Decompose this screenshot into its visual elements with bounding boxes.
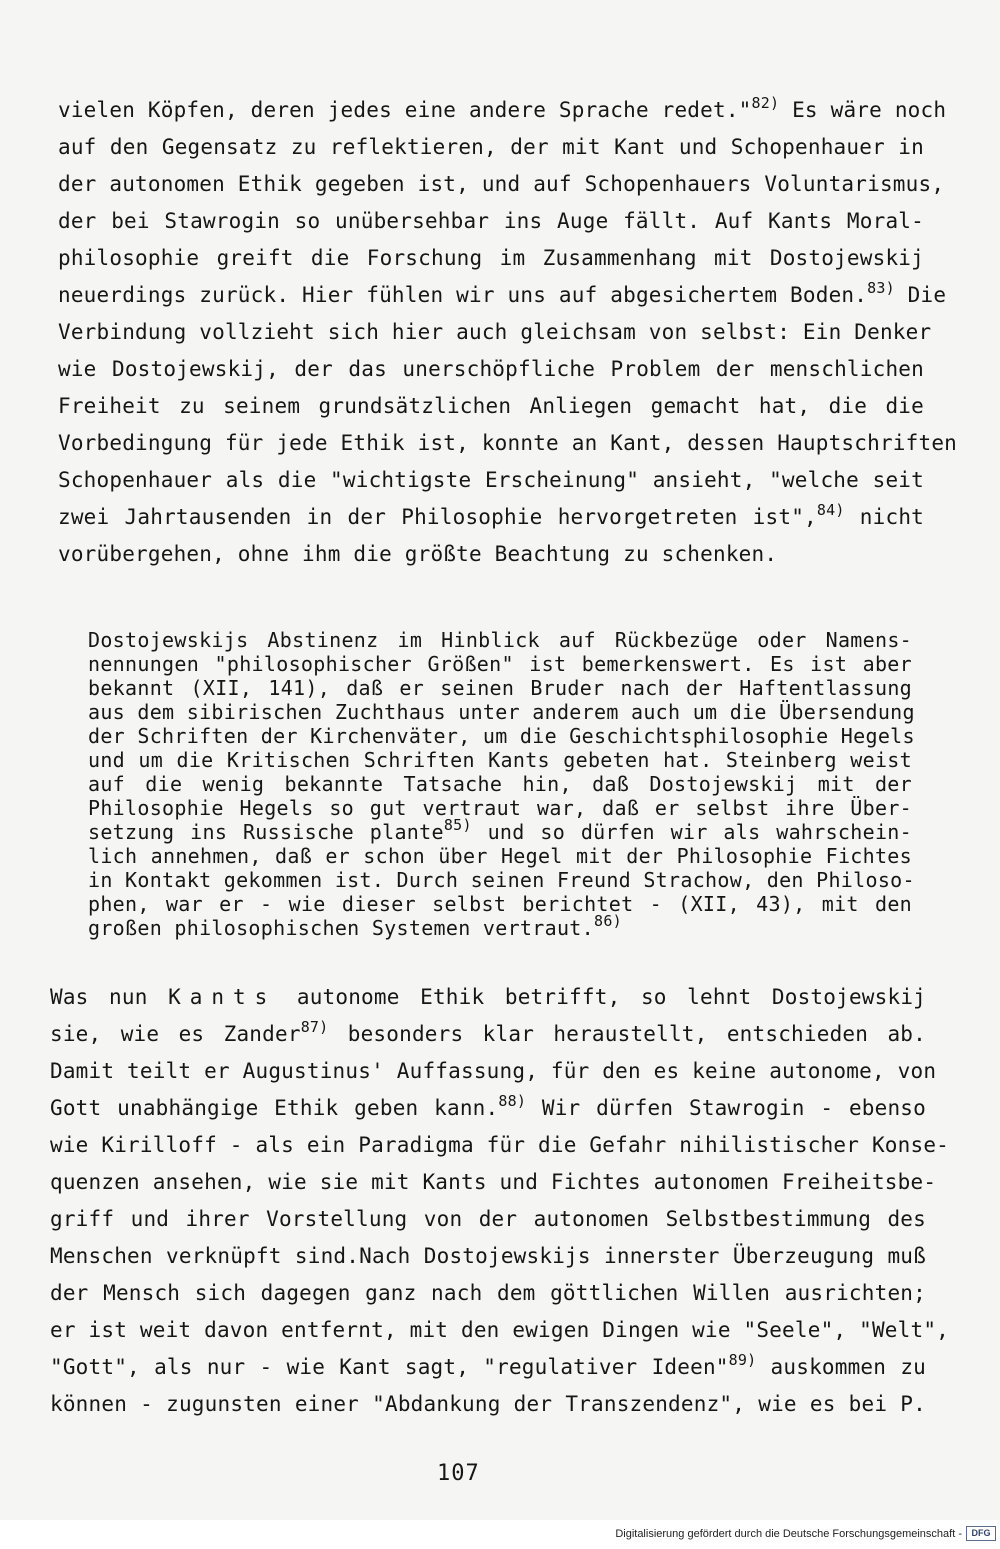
footnote-ref: 89) <box>728 1351 757 1369</box>
text-line: wie Dostojewskij, der das unerschöpfliche Problem der menschlichen <box>58 357 924 381</box>
block-line: bekannt (XII, 141), daß er seinen Bruder nach der Haftentlassung <box>88 676 912 700</box>
dfg-logo: DFG <box>966 1526 996 1541</box>
block-line: in Kontakt gekommen ist. Durch seinen Freund Strachow, den Philoso- <box>88 868 915 892</box>
text-line: Was nun Kants autonome Ethik betrifft, so lehnt Dostojewskij <box>50 985 927 1009</box>
block-line: und um die Kritischen Schriften Kants gebeten hat. Steinberg weist <box>88 748 912 772</box>
text-line: "Gott", als nur - wie Kant sagt, "regulativer Ideen"$^{89)}$ auskommen zu <box>50 1351 927 1379</box>
page-number: 107 <box>437 1461 480 1486</box>
text-line: neuerdings zurück. Hier fühlen wir uns auf abgesichertem Boden.$^{83)}$ Die <box>58 279 947 307</box>
text-line: Menschen verknüpft sind.Nach Dostojewskijs innerster Überzeugung muß <box>50 1244 926 1268</box>
block-line: nennungen "philosophischer Größen" ist bemerkenswert. Es ist aber <box>88 652 912 676</box>
text-line: der bei Stawrogin so unübersehbar ins Auge fällt. Auf Kants Moral- <box>58 209 924 233</box>
footnote-ref: 87) <box>300 1018 329 1036</box>
footnote-ref: 88) <box>498 1092 527 1110</box>
text-line: er ist weit davon entfernt, mit den ewigen Dingen wie "Seele", "Welt", <box>50 1318 950 1342</box>
text-line: vorübergehen, ohne ihm die größte Beachtung zu schenken. <box>58 542 778 566</box>
block-line: aus dem sibirischen Zuchthaus unter anderem auch um die Übersendung <box>88 700 915 724</box>
block-line: auf die wenig bekannte Tatsache hin, daß Dostojewskij mit der <box>88 772 912 796</box>
text-line: Freiheit zu seinem grundsätzlichen Anliegen gemacht hat, die die <box>58 394 924 418</box>
block-line: setzung ins Russische plante$^{85)}$ und so dürfen wir als wahrschein- <box>88 816 912 844</box>
text-line: Schopenhauer als die "wichtigste Erscheinung" ansieht, "welche seit <box>58 468 924 492</box>
text-line: Verbindung vollzieht sich hier auch gleichsam von selbst: Ein Denker <box>58 320 932 344</box>
block-line: Dostojewskijs Abstinenz im Hinblick auf Rückbezüge oder Namens- <box>88 628 912 652</box>
footnote-ref: 82) <box>751 94 780 112</box>
footnote-ref: 83) <box>867 279 895 297</box>
text-line: Vorbedingung für jede Ethik ist, konnte an Kant, dessen Hauptschriften <box>58 431 958 455</box>
footer-credit: Digitalisierung gefördert durch die Deutsche Forschungsgemeinschaft - <box>615 1528 962 1540</box>
block-line: großen philosophischen Systemen vertraut.$^{86)}$ <box>88 912 622 940</box>
text-line: vielen Köpfen, deren jedes eine andere Sprache redet."$^{82)}$ Es wäre noch <box>58 94 947 122</box>
text-line: zwei Jahrtausenden in der Philosophie hervorgetreten ist",$^{84)}$ nicht <box>58 501 925 529</box>
block-line: lich annehmen, daß er schon über Hegel mit der Philosophie Fichtes <box>88 844 912 868</box>
text-line: Damit teilt er Augustinus' Auffassung, für den es keine autonome, von <box>50 1059 937 1083</box>
text-line: philosophie greift die Forschung im Zusammenhang mit Dostojewskij <box>58 246 924 270</box>
text-line: wie Kirilloff - als ein Paradigma für die Gefahr nihilistischer Konse- <box>50 1133 950 1157</box>
footnote-ref: 84) <box>816 501 845 519</box>
footnote-ref: 85) <box>443 816 472 834</box>
text-line: sie, wie es Zander$^{87)}$ besonders klar heraustellt, entschieden ab. <box>50 1018 926 1046</box>
text-line: quenzen ansehen, wie sie mit Kants und Fichtes autonomen Freiheitsbe- <box>50 1170 937 1194</box>
block-line: Philosophie Hegels so gut vertraut war, daß er selbst ihre Über- <box>88 796 912 820</box>
text-line: Gott unabhängige Ethik geben kann.$^{88)}$ Wir dürfen Stawrogin - ebenso <box>50 1092 926 1120</box>
text-line: der autonomen Ethik gegeben ist, und auf Schopenhauers Voluntarismus, <box>58 172 945 196</box>
digitization-footer <box>0 1520 1000 1549</box>
text-line: können - zugunsten einer "Abdankung der Transzendenz", wie es bei P. <box>50 1392 926 1416</box>
text-line: auf den Gegensatz zu reflektieren, der mit Kant und Schopenhauer in <box>58 135 924 159</box>
emphasis-spaced: Kants <box>168 985 277 1009</box>
block-line: phen, war er - wie dieser selbst berichtet - (XII, 43), mit den <box>88 892 912 916</box>
text-line: der Mensch sich dagegen ganz nach dem göttlichen Willen ausrichten; <box>50 1281 926 1305</box>
footnote-ref: 86) <box>593 912 622 930</box>
block-line: der Schriften der Kirchenväter, um die Geschichtsphilosophie Hegels <box>88 724 915 748</box>
text-line: griff und ihrer Vorstellung von der autonomen Selbstbestimmung des <box>50 1207 926 1231</box>
